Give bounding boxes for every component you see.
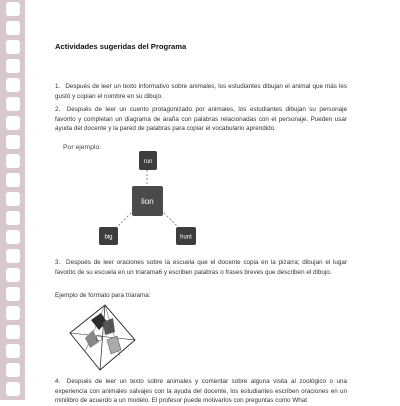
triarama-illustration — [55, 0, 348, 400]
strip-square — [6, 325, 20, 339]
strip-square — [6, 230, 20, 244]
strip-square — [6, 2, 20, 16]
strip-square — [6, 135, 20, 149]
activity-item-4 — [55, 377, 347, 406]
strip-square — [6, 344, 20, 358]
strip-square — [6, 40, 20, 54]
strip-square — [6, 192, 20, 206]
item-number: 4. — [55, 378, 61, 385]
strip-square — [6, 116, 20, 130]
item-number: 3. — [55, 259, 61, 266]
strip-square — [6, 363, 20, 377]
strip-square — [6, 59, 20, 73]
item-number: 2. — [55, 106, 61, 113]
strip-square — [6, 97, 20, 111]
page-title: Actividades sugeridas del Programa — [55, 42, 187, 51]
diagram-node-top-label: run — [143, 159, 153, 165]
strip-square — [6, 173, 20, 187]
strip-square — [6, 154, 20, 168]
diagram-node-center-label: lion — [141, 197, 154, 206]
strip-square — [6, 21, 20, 35]
item-text: Después de leer oraciones sobre la escuela que el docente copia en la pizarra; dibujan el lugar favorito de su escuela en un triarama6 y escriben palabras o frases breves que describen el dibujo. — [55, 259, 347, 276]
diagram-node-bottom-left-label: big — [104, 234, 113, 241]
item-text: Después de leer un texto informativo sobre animales, los estudiantes dibujan el animal que más les gustó y copian el nombre en su dibujo. — [55, 83, 348, 100]
strip-square — [6, 268, 20, 282]
document-page — [55, 0, 348, 405]
item-text: Después de leer un texto sobre animales y comentar sobre alguna visita al zoológico o una experiencia con animales salvajes con la ayuda del docente, los estudiantes escriben oraciones en un minilibro de acuerdo a un modelo. El profesor puede motivarlos con preguntas como What — [55, 378, 348, 405]
item-text: Después de leer un cuento protagonizado por animales, los estudiantes dibujan su personaje favorito y completan un diagrama de araña con palabras relacionadas con el personaje. Pueden usar ayuda del docente y la pared de palabras para copiar el vocabulario aprendido. — [55, 106, 347, 133]
strip-square — [6, 287, 20, 301]
triarama-label: Ejemplo de formato para triarama: — [55, 292, 151, 299]
example-label: Por ejemplo: — [63, 144, 102, 151]
decorative-side-strip — [0, 0, 25, 400]
strip-square — [6, 211, 20, 225]
diagram-node-bottom-right-label: hunt — [180, 234, 192, 241]
strip-square — [6, 306, 20, 320]
strip-square — [6, 78, 20, 92]
strip-square — [6, 382, 20, 396]
strip-square — [6, 249, 20, 263]
item-number: 1. — [55, 83, 61, 90]
